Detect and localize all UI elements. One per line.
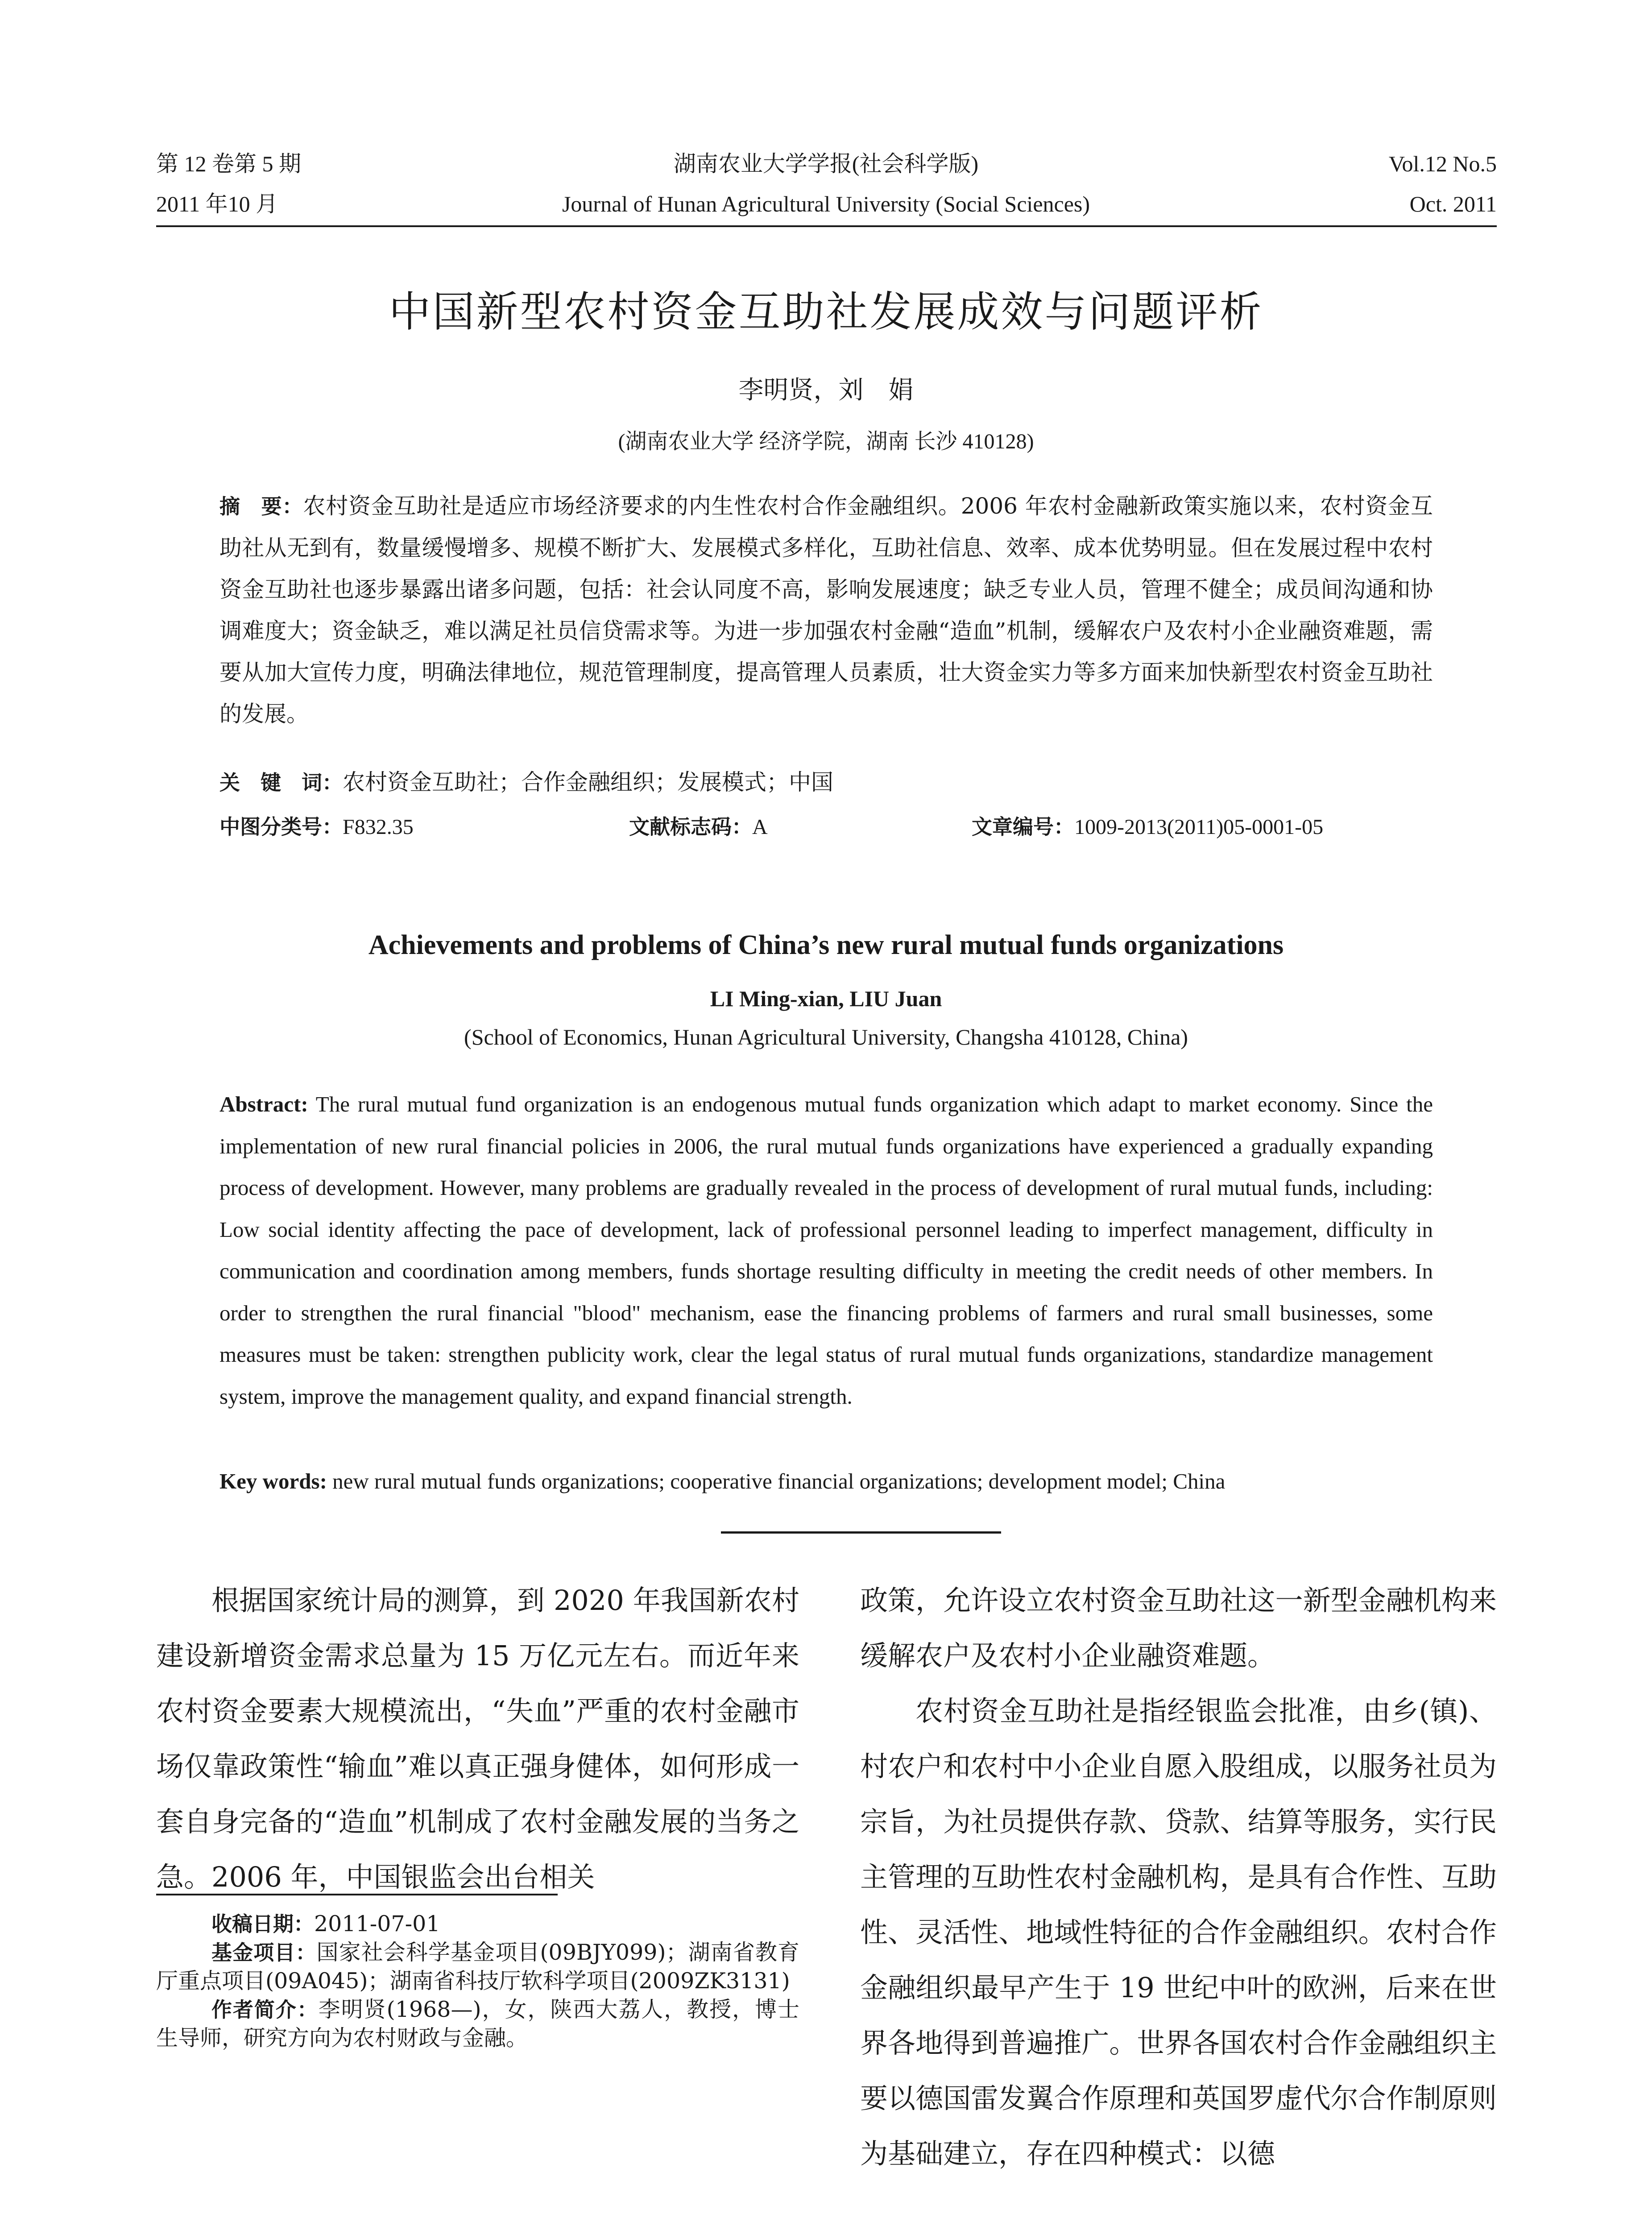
keywords-en-label: Key words: (219, 1469, 327, 1493)
header-rule (156, 225, 1497, 227)
keywords-cn-text: 农村资金互助社；合作金融组织；发展模式；中国 (343, 769, 833, 795)
clc-number (219, 813, 414, 841)
keywords-cn (219, 767, 1433, 798)
authors-cn: 李明贤，刘 娟 (738, 376, 914, 405)
keywords-cn-label: 关 键 词： (219, 771, 343, 795)
abstract-en (219, 1083, 1433, 1417)
body-paragraph: 农村资金互助社是指经银监会批准，由乡(镇)、村农户和农村中小企业自愿入股组成，以服务社员为宗旨，为社员提供存款、贷款、结算等服务，实行民主管理的互助性农村金融机构，是具有合作性、互助性、灵活性、地域性特征的合作金融组织。农村合作金融组织最早产生于 19 世纪中叶的欧洲，后来在世界各地得到普遍推广。世界各国农村合作金融组织主要以德国雷发翼合作原理和英国罗虚代尔合作制原则为基础建立，存在四种模式：以德 (860, 1695, 1497, 2170)
received-label: 收稿日期： (211, 1912, 314, 1936)
article-number-value: 1009-2013(2011)05-0001-05 (1074, 815, 1324, 839)
clc-label: 中图分类号： (219, 815, 343, 839)
body-paragraph: 政策，允许设立农村资金互助社这一新型金融机构来缓解农户及农村小企业融资难题。 (860, 1584, 1497, 1672)
paper-title-en: Achievements and problems of China’s new rural mutual funds organizations (368, 930, 1284, 960)
body-paragraph: 根据国家统计局的测算，到 2020 年我国新农村建设新增资金需求总量为 15 万亿元左右。而近年来 农村资金要素大规模流出，“失血”严重的农村金融市场仅靠政策性“输血”难以真正强身健体，如何形成一套自身完备的“造血”机制成了农村金融发展的当务之急。2006 年，中国银监会出台相关 (156, 1584, 799, 1893)
footnotes (156, 1910, 799, 2053)
journal-title-en: Journal of Hunan Agricultural University (Social Sciences) (562, 191, 1090, 216)
footnote-author (156, 1995, 799, 2053)
section-separator (721, 1531, 1001, 1534)
author-bio-value: 李明贤(1968—)，女，陕西大荔人，教授，博士生导师，研究方向为农村财政与金融。 (156, 1997, 800, 2051)
abstract-cn-text: 农村资金互助社是适应市场经济要求的内生性农村合作金融组织。2006 年农村金融新政策实施以来，农村资金互助社从无到有，数量缓慢增多、规模不断扩大、发展模式多样化，互助社信息、效率、成本优势明显。但在发展过程中农村资金互助社也逐步暴露出诸多问题，包括：社会认同度不高，影响发展速度；缺乏专业人员，管理不健全；成员间沟通和协调难度大；资金缺乏，难以满足社员信贷需求等。为进一步加强农村金融“造血”机制，缓解农户及农村小企业融资难题，需要从加大宣传力度，明确法律地位，规范管理制度，提高管理人员素质，壮大资金实力等多方面来加快新型农村资金互助社的发展。 (219, 493, 1433, 727)
body-column-left (156, 1573, 799, 1905)
authors-en: LI Ming-xian, LIU Juan (710, 986, 942, 1011)
footnote-funding (156, 1938, 799, 1995)
clc-value: F832.35 (343, 815, 414, 839)
received-value: 2011-07-01 (314, 1911, 440, 1937)
author-bio-label: 作者简介： (211, 1998, 319, 2022)
abstract-cn (219, 485, 1433, 735)
keywords-en-text: new rural mutual funds organizations; cooperative financial organizations; development model; China (332, 1469, 1226, 1493)
abstract-en-text: The rural mutual fund organization is an endogenous mutual funds organization which adapt to market economy. Since the implementation of new rural financial policies in 2006, the rural mutual funds organizations have experienced a gradually expanding process of development. However, many problems are gradually revealed in the process of development of rural mutual funds, including: Low social identity affecting the pace of development, lack of professional personnel leading to imperfect management, difficulty in communication and coordination among members, funds shortage resulting difficulty in meeting the credit needs of other members. In order to strengthen the rural financial "blood" mechanism, ease the financing problems of farmers and rural small businesses, some measures must be taken: strengthen publicity work, clear the legal status of rural mutual funds organizations, standardize management system, improve the management quality, and expand financial strength. (219, 1092, 1433, 1409)
body-column-right (860, 1573, 1497, 2181)
abstract-cn-label: 摘 要： (219, 494, 303, 518)
affiliation-cn: (湖南农业大学 经济学院，湖南 长沙 410128) (618, 430, 1034, 453)
keywords-en (219, 1466, 1433, 1497)
doc-code-value: A (752, 815, 768, 839)
document-code (629, 813, 768, 841)
footnote-received (156, 1910, 799, 1938)
abstract-en-label: Abstract: (219, 1092, 308, 1116)
doc-code-label: 文献标志码： (629, 815, 752, 839)
funding-value: 国家社会科学基金项目(09BJY099)；湖南省教育厅重点项目(09A045)；湖南省科技厅软科学项目(2009ZK3131) (156, 1940, 800, 1994)
footnote-rule (156, 1894, 558, 1895)
issue-date-cn: 2011 年10 月 (156, 191, 278, 216)
volume-en: Vol.12 No.5 (1388, 151, 1497, 176)
funding-label: 基金项目： (211, 1941, 317, 1965)
article-number (972, 813, 1323, 841)
issue-date-en: Oct. 2011 (1409, 191, 1497, 216)
journal-title-cn: 湖南农业大学学报(社会科学版) (673, 151, 979, 176)
paper-title-cn: 中国新型农村资金互助社发展成效与问题评析 (389, 288, 1263, 336)
volume-issue: 第 12 卷第 5 期 (156, 151, 301, 176)
article-number-label: 文章编号： (972, 815, 1074, 839)
affiliation-en: (School of Economics, Hunan Agricultural University, Changsha 410128, China) (464, 1024, 1188, 1049)
